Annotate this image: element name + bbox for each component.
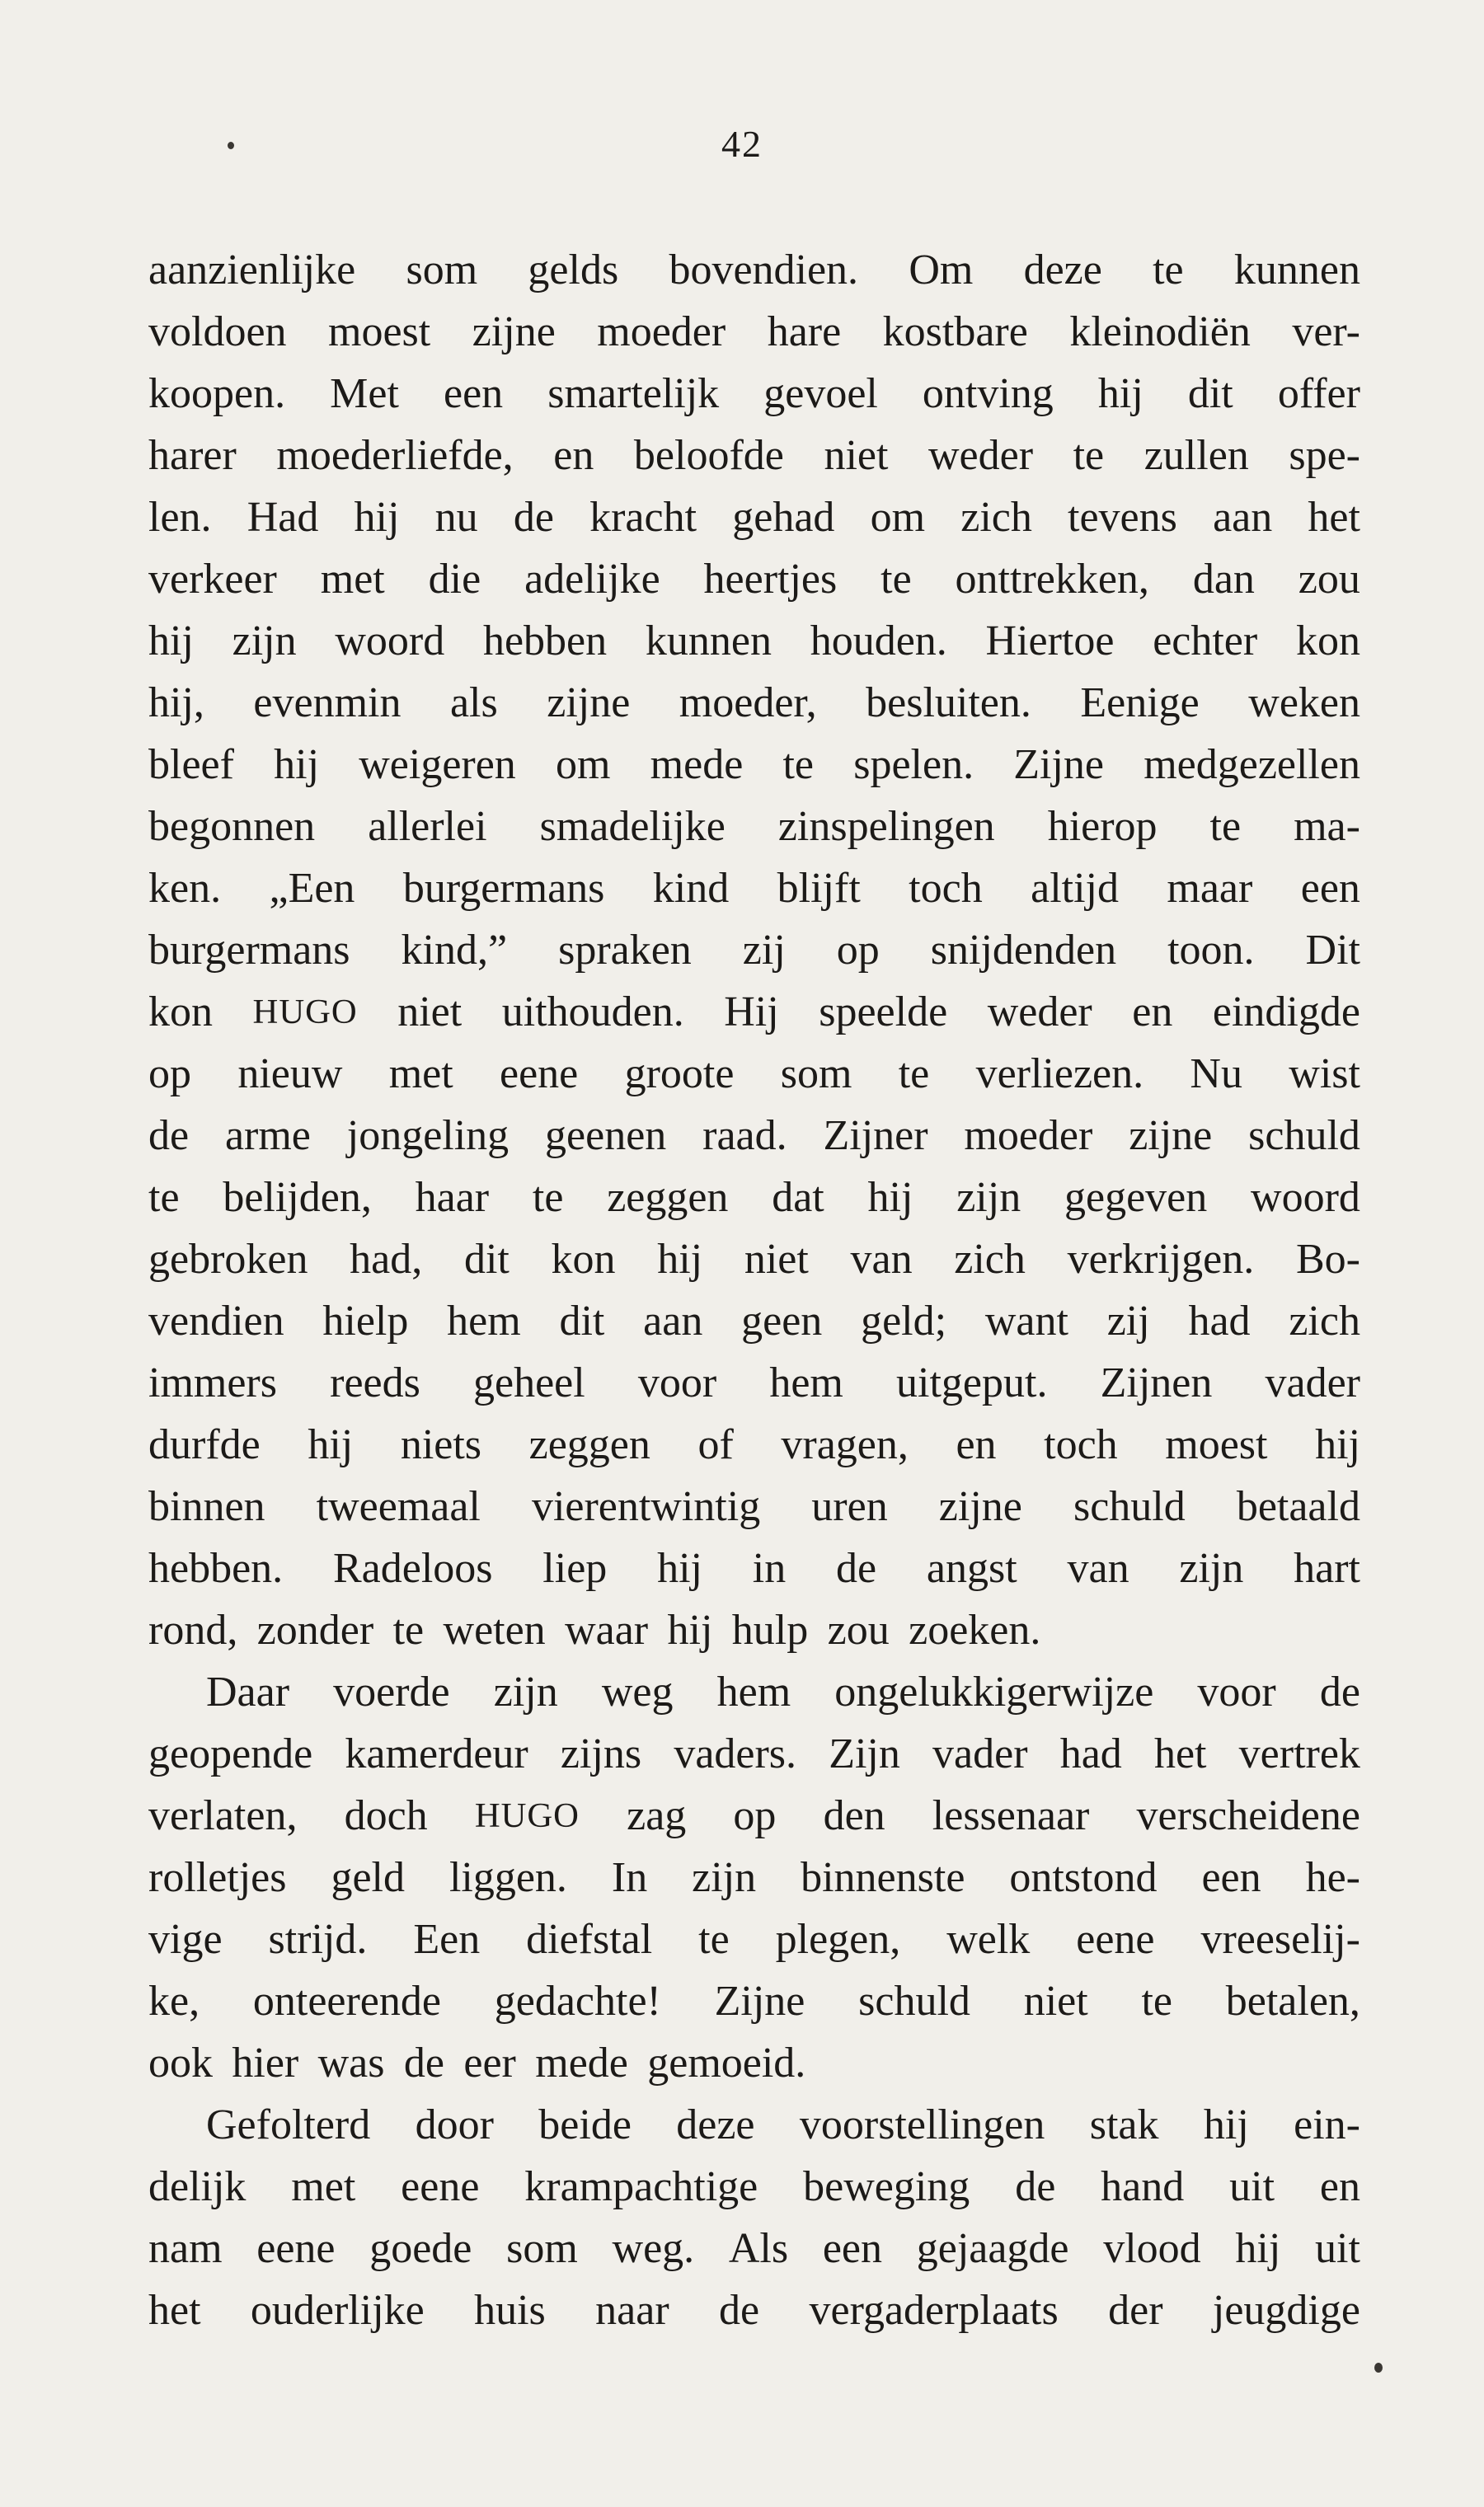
text-line: gebroken had, dit kon hij niet van zich verkrijgen. Bo- [148,1236,1360,1283]
text-line: Gefolterd door beide deze voorstellingen stak hij ein- [206,2101,1360,2148]
text-line: burgermans kind,” spraken zij op snijdenden toon. Dit [148,927,1360,974]
text-line: nam eene goede som weg. Als een gejaagde vlood hij uit [148,2225,1360,2272]
text-line: vige strijd. Een diefstal te plegen, welk eene vreeselij- [148,1916,1360,1963]
text-line: rolletjes geld liggen. In zijn binnenste ontstond een he- [148,1854,1360,1901]
text-line: koopen. Met een smartelijk gevoel ontving hij dit offer [148,370,1360,417]
text-line: hij, evenmin als zijne moeder, besluiten. Eenige weken [148,679,1360,726]
text-line: voldoen moest zijne moeder hare kostbare kleinodiën ver- [148,308,1360,355]
text-line: vendien hielp hem dit aan geen geld; want zij had zich [148,1298,1360,1345]
body-text [148,239,1360,2341]
text-line: op nieuw met eene groote som te verliezen. Nu wist [148,1050,1360,1097]
text-line: aanzienlijke som gelds bovendien. Om deze te kunnen [148,246,1360,293]
text-line: harer moederliefde, en beloofde niet weder te zullen spe- [148,432,1360,479]
text-line: hij zijn woord hebben kunnen houden. Hiertoe echter kon [148,617,1360,664]
text-line: verlaten, doch HUGO zag op den lessenaar verscheidene [148,1792,1360,1839]
text-line: het ouderlijke huis naar de vergaderplaats der jeugdige [148,2287,1360,2334]
text-line: ke, onteerende gedachte! Zijne schuld niet te betalen, [148,1978,1360,2025]
text-line: bleef hij weigeren om mede te spelen. Zijne medgezellen [148,741,1360,788]
text-line: delijk met eene krampachtige beweging de hand uit en [148,2163,1360,2210]
text-line: verkeer met die adelijke heertjes te onttrekken, dan zou [148,556,1360,603]
text-line: Daar voerde zijn weg hem ongelukkigerwijze voor de [206,1669,1360,1716]
text-line: durfde hij niets zeggen of vragen, en toch moest hij [148,1421,1360,1468]
text-line: rond, zonder te weten waar hij hulp zou zoeken. [148,1607,1041,1654]
text-line: hebben. Radeloos liep hij in de angst van zijn hart [148,1545,1360,1592]
text-line: ook hier was de eer mede gemoeid. [148,2040,806,2087]
text-line: geopende kamerdeur zijns vaders. Zijn vader had het vertrek [148,1730,1360,1777]
text-line: binnen tweemaal vierentwintig uren zijne schuld betaald [148,1483,1360,1530]
page-number: 42 [721,123,763,165]
text-line: ken. „Een burgermans kind blijft toch altijd maar een [148,865,1360,912]
text-line: de arme jongeling geenen raad. Zijner moeder zijne schuld [148,1112,1360,1159]
text-line: te belijden, haar te zeggen dat hij zijn gegeven woord [148,1174,1360,1221]
text-line: kon HUGO niet uithouden. Hij speelde weder en eindigde [148,988,1360,1035]
ink-speck [1374,2363,1383,2373]
text-line: len. Had hij nu de kracht gehad om zich tevens aan het [148,494,1360,541]
text-line: immers reeds geheel voor hem uitgeput. Zijnen vader [148,1359,1360,1406]
text-line: begonnen allerlei smadelijke zinspelingen hierop te ma- [148,803,1360,850]
